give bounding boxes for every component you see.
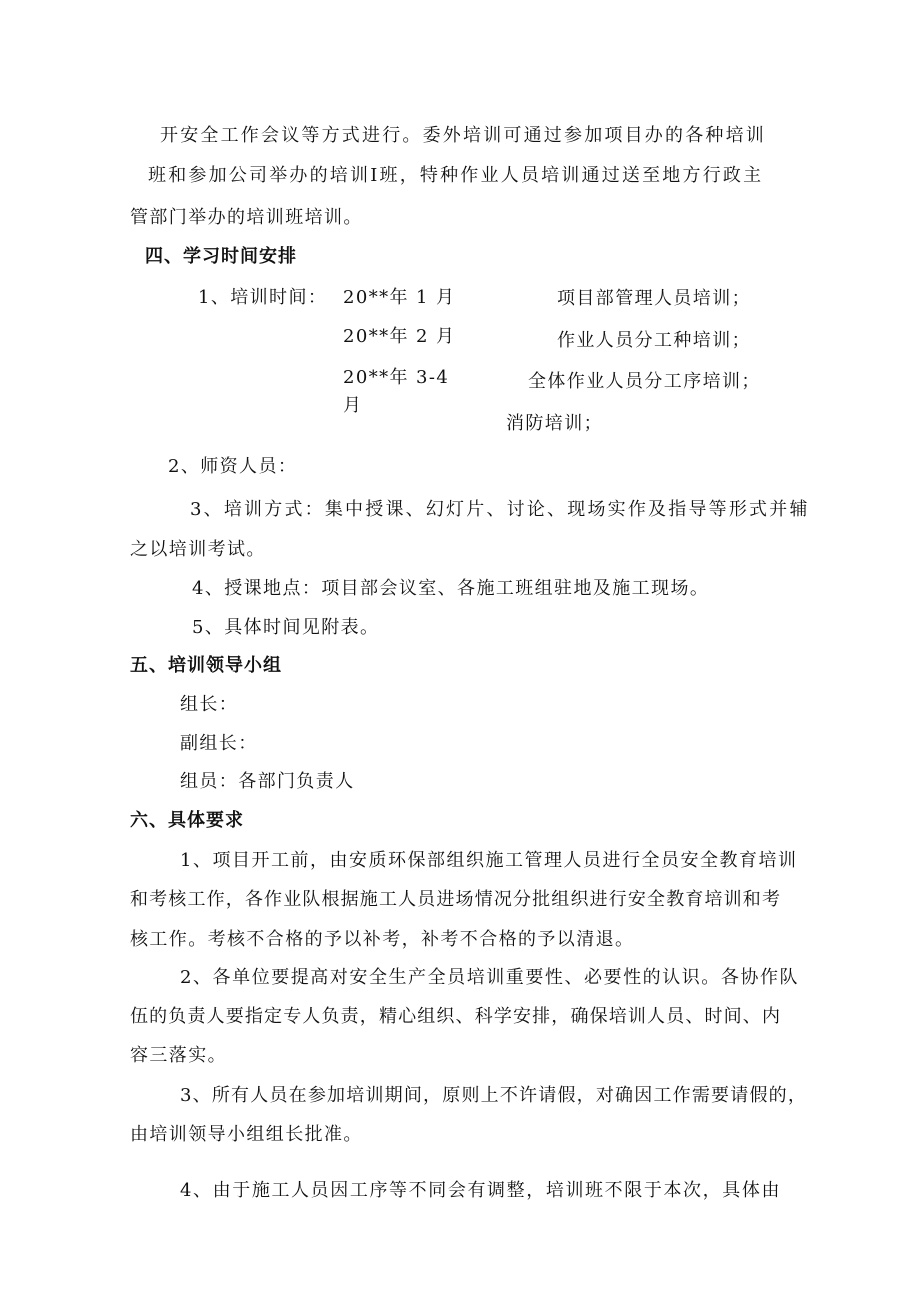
- schedule-time-2: 20**年 2 月: [343, 326, 456, 347]
- intro-line-3: 管部门举办的培训班培训。: [130, 207, 363, 228]
- req-1-line3: 核工作。考核不合格的予以补考，补考不合格的予以清退。: [130, 929, 635, 950]
- schedule-content-2: 作业人员分工种培训；: [557, 330, 751, 351]
- req-1-line1: 1、项目开工前，由安质环保部组织施工管理人员进行全员安全教育培训: [180, 850, 798, 871]
- section4-item-5: 5、具体时间见附表。: [192, 617, 380, 638]
- training-time-label: 1、培训时间：: [198, 287, 328, 308]
- group-leader: 组长：: [180, 694, 239, 715]
- schedule-time-3-line1: 20**年 3-4: [343, 367, 450, 388]
- req-3-line2: 由培训领导小组组长批准。: [130, 1124, 363, 1145]
- schedule-content-4: 消防培训；: [506, 413, 603, 434]
- section6-heading: 六、具体要求: [130, 810, 244, 831]
- intro-line-2: 班和参加公司举办的培训Ⅰ班，特种作业人员培训通过送至地方行政主: [148, 165, 764, 186]
- req-3-line1: 3、所有人员在参加培训期间，原则上不许请假，对确因工作需要请假的，: [180, 1085, 808, 1106]
- req-2-line3: 容三落实。: [130, 1045, 227, 1066]
- schedule-content-3: 全体作业人员分工序培训；: [528, 371, 761, 392]
- section4-item-4: 4、授课地点：项目部会议室、各施工班组驻地及施工现场。: [192, 578, 710, 599]
- deputy-leader: 副组长：: [180, 733, 258, 754]
- section4-item-3-line1: 3、培训方式：集中授课、幻灯片、讨论、现场实作及指导等形式并辅: [190, 499, 810, 520]
- schedule-content-1: 项目部管理人员培训；: [557, 288, 751, 309]
- req-4-line1: 4、由于施工人员因工序等不同会有调整，培训班不限于本次，具体由: [180, 1180, 782, 1201]
- group-members: 组员：各部门负责人: [180, 771, 355, 792]
- intro-line-1: 开安全工作会议等方式进行。委外培训可通过参加项目办的各种培训: [160, 125, 766, 146]
- req-2-line1: 2、各单位要提高对安全生产全员培训重要性、必要性的认识。各协作队: [180, 967, 800, 988]
- section4-item-3-line2: 之以培训考试。: [130, 539, 266, 560]
- section4-item-2: 2、师资人员：: [168, 456, 298, 477]
- req-2-line2: 伍的负责人要指定专人负责，精心组织、科学安排，确保培训人员、时间、内: [130, 1006, 782, 1027]
- schedule-time-3-line2: 月: [343, 395, 363, 416]
- section5-heading: 五、培训领导小组: [130, 655, 282, 676]
- req-1-line2: 和考核工作，各作业队根据施工人员进场情况分批组织进行安全教育培训和考: [130, 889, 782, 910]
- schedule-time-1: 20**年 1 月: [343, 287, 456, 308]
- section4-heading: 四、学习时间安排: [145, 246, 297, 267]
